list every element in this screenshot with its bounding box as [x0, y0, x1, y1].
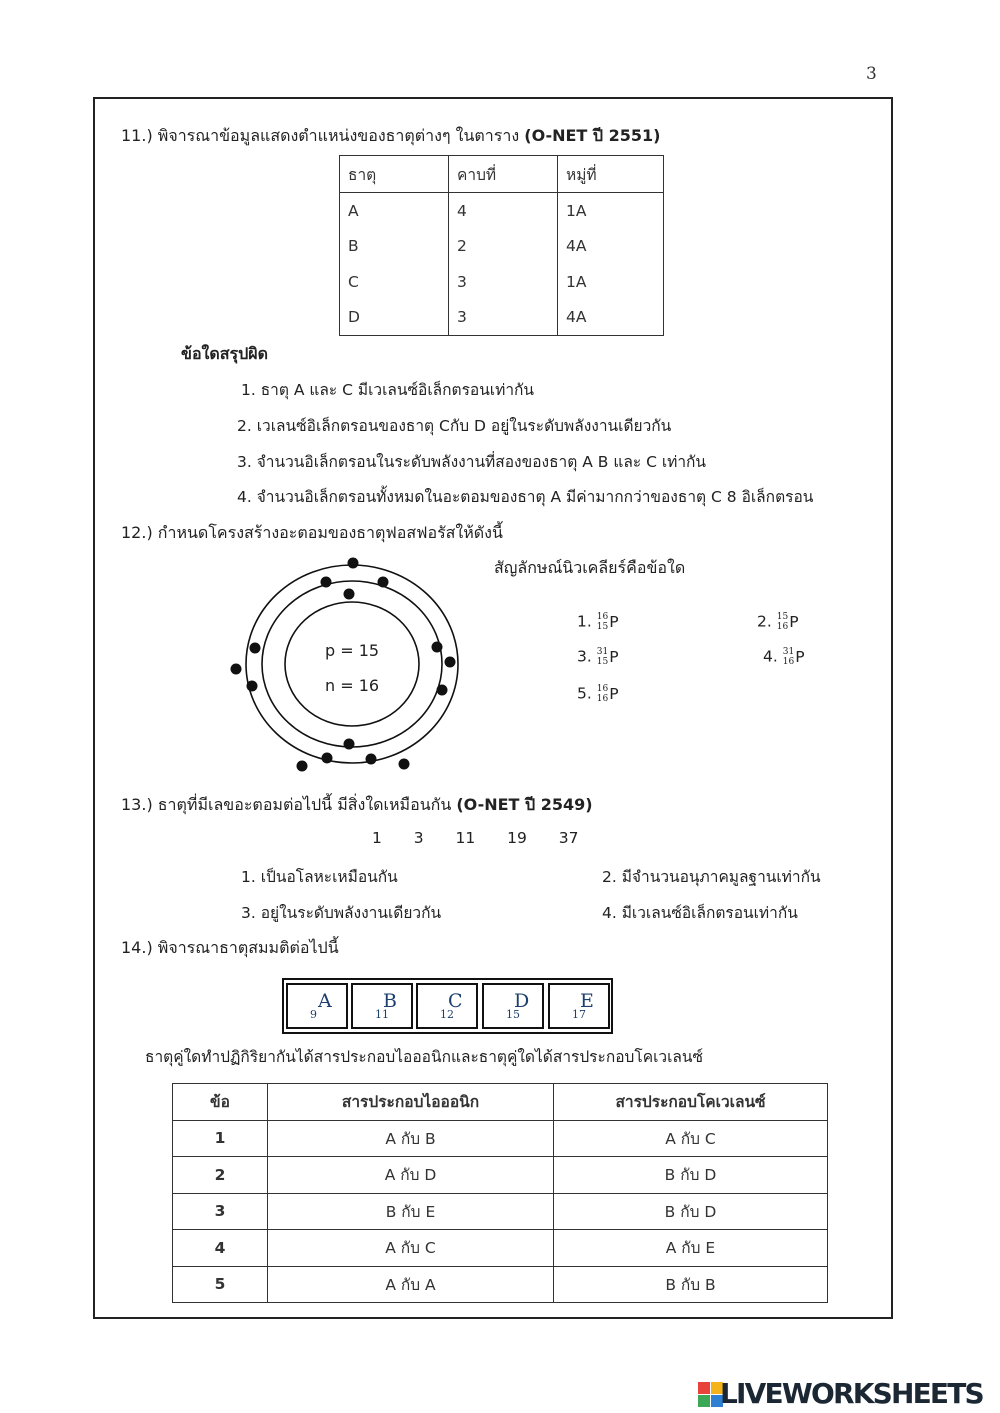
q11-heading: [121, 124, 660, 149]
table-cell: 4: [449, 193, 558, 229]
table-row: [340, 300, 664, 336]
table-row[interactable]: [173, 1230, 828, 1267]
nuclear-symbol: [783, 647, 805, 667]
electron: [348, 558, 359, 569]
atomic-number-value: 19: [507, 829, 527, 847]
table-cell: A กับ D: [268, 1157, 554, 1194]
electron: [321, 577, 332, 588]
q11-option-2[interactable]: 2. เวเลนซ์อิเล็กตรอนของธาตุ Cกับ D อยู่ในระดับพลังงานเดียวกัน: [237, 417, 672, 435]
atomic-number: 17: [572, 1008, 586, 1021]
nuclear-symbol: [597, 612, 619, 632]
table-cell: 3: [449, 300, 558, 336]
atomic-number: 9: [310, 1008, 317, 1021]
table-cell: B กับ B: [554, 1266, 828, 1303]
element-box-d: [482, 983, 544, 1029]
element-symbol: B: [383, 990, 397, 1012]
table-cell: 1: [173, 1120, 268, 1157]
table-cell: A กับ B: [268, 1120, 554, 1157]
table-cell: A กับ C: [554, 1120, 828, 1157]
electron: [250, 643, 261, 654]
mass-number: 16: [596, 684, 609, 694]
element-symbol: E: [580, 990, 594, 1012]
orbit-shell-1: [285, 602, 419, 726]
atomic-number: 16: [782, 657, 795, 667]
q14-heading: 14.) พิจารณาธาตุสมมติต่อไปนี้: [121, 938, 339, 957]
option-number: 4.: [763, 647, 778, 666]
atomic-number-value: 1: [372, 829, 382, 847]
element-box-b: [351, 983, 413, 1029]
table-header-cell: หมู่ที่: [558, 156, 664, 193]
orbit-shell-2: [262, 581, 442, 747]
q11-option-1[interactable]: 1. ธาตุ A และ C มีเวเลนซ์อิเล็กตรอนเท่ากัน: [241, 381, 535, 399]
table-cell: A กับ A: [268, 1266, 554, 1303]
table-header-cell: ข้อ: [173, 1084, 268, 1121]
atomic-number: 15: [596, 622, 609, 632]
table-cell: B กับ E: [268, 1193, 554, 1230]
table-cell: 3: [173, 1193, 268, 1230]
table-header-cell: สารประกอบไอออนิก: [268, 1084, 554, 1121]
element-symbol: P: [609, 685, 619, 703]
q13-option-4[interactable]: 4. มีเวเลนซ์อิเล็กตรอนเท่ากัน: [602, 904, 798, 922]
atomic-number-value: 3: [413, 829, 424, 847]
q11-text: 11.) พิจารณาข้อมูลแสดงตำแหน่งของธาตุต่างๆ ในตาราง: [121, 126, 520, 145]
element-symbol: P: [789, 613, 799, 631]
atomic-number-value: 11: [455, 829, 476, 847]
nuclear-symbol: [597, 684, 619, 704]
table-cell: 3: [449, 264, 558, 300]
table-row[interactable]: [173, 1193, 828, 1230]
electron: [322, 753, 333, 764]
mass-number: 31: [596, 647, 609, 657]
element-box-e: [548, 983, 610, 1029]
table-cell: A: [340, 193, 449, 229]
table-row[interactable]: [173, 1266, 828, 1303]
table-cell: 5: [173, 1266, 268, 1303]
table-cell: D: [340, 300, 449, 336]
liveworksheets-logo-text: LIVEWORKSHEETS: [720, 1377, 983, 1410]
electron: [378, 577, 389, 588]
q13-option-3[interactable]: 3. อยู่ในระดับพลังงานเดียวกัน: [241, 904, 442, 922]
table-row: [340, 264, 664, 300]
table-row[interactable]: [173, 1157, 828, 1194]
element-symbol: P: [609, 648, 619, 666]
table-cell: 4A: [558, 229, 664, 265]
electron: [445, 657, 456, 668]
table-cell: 4A: [558, 300, 664, 336]
option-number: 2.: [757, 612, 772, 631]
element-symbol: A: [318, 990, 332, 1012]
q14-answer-table: [172, 1083, 828, 1303]
table-header-row: [173, 1084, 828, 1121]
mass-number: 16: [596, 612, 609, 622]
q12-option-4[interactable]: [763, 647, 805, 667]
option-number: 5.: [577, 684, 592, 703]
phosphorus-atom-diagram: [220, 550, 480, 780]
atomic-number: 16: [596, 694, 609, 704]
electron: [344, 589, 355, 600]
table-cell: A กับ C: [268, 1230, 554, 1267]
page-number: 3: [866, 64, 877, 84]
atomic-number: 12: [440, 1008, 454, 1021]
atomic-number: 15: [506, 1008, 520, 1021]
q12-option-3[interactable]: [577, 647, 619, 667]
electron: [247, 681, 258, 692]
q11-element-table: [339, 155, 664, 336]
element-symbol: P: [795, 648, 805, 666]
table-cell: B กับ D: [554, 1193, 828, 1230]
q11-option-3[interactable]: 3. จำนวนอิเล็กตรอนในระดับพลังงานที่สองของธาตุ A B และ C เท่ากัน: [237, 453, 707, 471]
option-number: 3.: [577, 647, 592, 666]
table-cell: B: [340, 229, 449, 265]
element-box-c: [416, 983, 478, 1029]
atomic-number-value: 37: [558, 829, 579, 847]
table-cell: C: [340, 264, 449, 300]
table-cell: 2: [449, 229, 558, 265]
electron: [297, 761, 308, 772]
q13-heading: [121, 793, 593, 818]
q11-option-4[interactable]: 4. จำนวนอิเล็กตรอนทั้งหมดในอะตอมของธาตุ A มีค่ามากกว่าของธาตุ C 8 อิเล็กตรอน: [237, 488, 814, 506]
nuclear-symbol: [777, 612, 799, 632]
electron: [432, 642, 443, 653]
table-cell: 4: [173, 1230, 268, 1267]
table-cell: B กับ D: [554, 1157, 828, 1194]
element-symbol: D: [514, 990, 530, 1012]
table-cell: 1A: [558, 264, 664, 300]
table-header-cell: ธาตุ: [340, 156, 449, 193]
q13-option-2[interactable]: 2. มีจำนวนอนุภาคมูลฐานเท่ากัน: [602, 868, 821, 886]
q13-text: 13.) ธาตุที่มีเลขอะตอมต่อไปนี้ มีสิ่งใดเหมือนกัน: [121, 795, 452, 814]
atomic-number: 15: [596, 657, 609, 667]
table-cell: 1A: [558, 193, 664, 229]
q12-option-2[interactable]: [757, 612, 799, 632]
electron: [437, 685, 448, 696]
q13-option-1[interactable]: 1. เป็นอโลหะเหมือนกัน: [241, 868, 398, 886]
hypothetical-elements-strip: [282, 978, 613, 1034]
q11-prompt: ข้อใดสรุปผิด: [181, 344, 269, 363]
mass-number: 15: [776, 612, 789, 622]
table-header-row: [340, 156, 664, 193]
atomic-number: 11: [375, 1008, 389, 1021]
element-symbol: P: [609, 613, 619, 631]
nucleus-neutrons: n = 16: [325, 676, 380, 695]
electron: [366, 754, 377, 765]
electron: [344, 739, 355, 750]
q12-option-1[interactable]: [577, 612, 619, 632]
q13-atomic-numbers: [372, 829, 578, 847]
electron: [399, 759, 410, 770]
q12-question: สัญลักษณ์นิวเคลียร์คือข้อใด: [494, 558, 686, 577]
nucleus-protons: p = 15: [325, 641, 380, 660]
electron: [231, 664, 242, 675]
table-row: [340, 193, 664, 229]
element-symbol: C: [448, 990, 463, 1012]
q13-source: (O-NET ปี 2549): [456, 795, 593, 814]
table-row[interactable]: [173, 1120, 828, 1157]
nuclear-symbol: [597, 647, 619, 667]
table-row: [340, 229, 664, 265]
table-header-cell: คาบที่: [449, 156, 558, 193]
table-cell: 2: [173, 1157, 268, 1194]
atomic-number: 16: [776, 622, 789, 632]
q12-heading: 12.) กำหนดโครงสร้างอะตอมของธาตุฟอสฟอรัสให้ดังนี้: [121, 523, 503, 542]
q12-option-5[interactable]: [577, 684, 619, 704]
q14-question: ธาตุคู่ใดทำปฏิกิริยากันได้สารประกอบไอออนิกและธาตุคู่ใดได้สารประกอบโคเวเลนซ์: [145, 1048, 703, 1066]
element-box-a: [286, 983, 348, 1029]
q11-source: (O-NET ปี 2551): [524, 126, 661, 145]
mass-number: 31: [782, 647, 795, 657]
option-number: 1.: [577, 612, 592, 631]
table-header-cell: สารประกอบโคเวเลนซ์: [554, 1084, 828, 1121]
table-cell: A กับ E: [554, 1230, 828, 1267]
